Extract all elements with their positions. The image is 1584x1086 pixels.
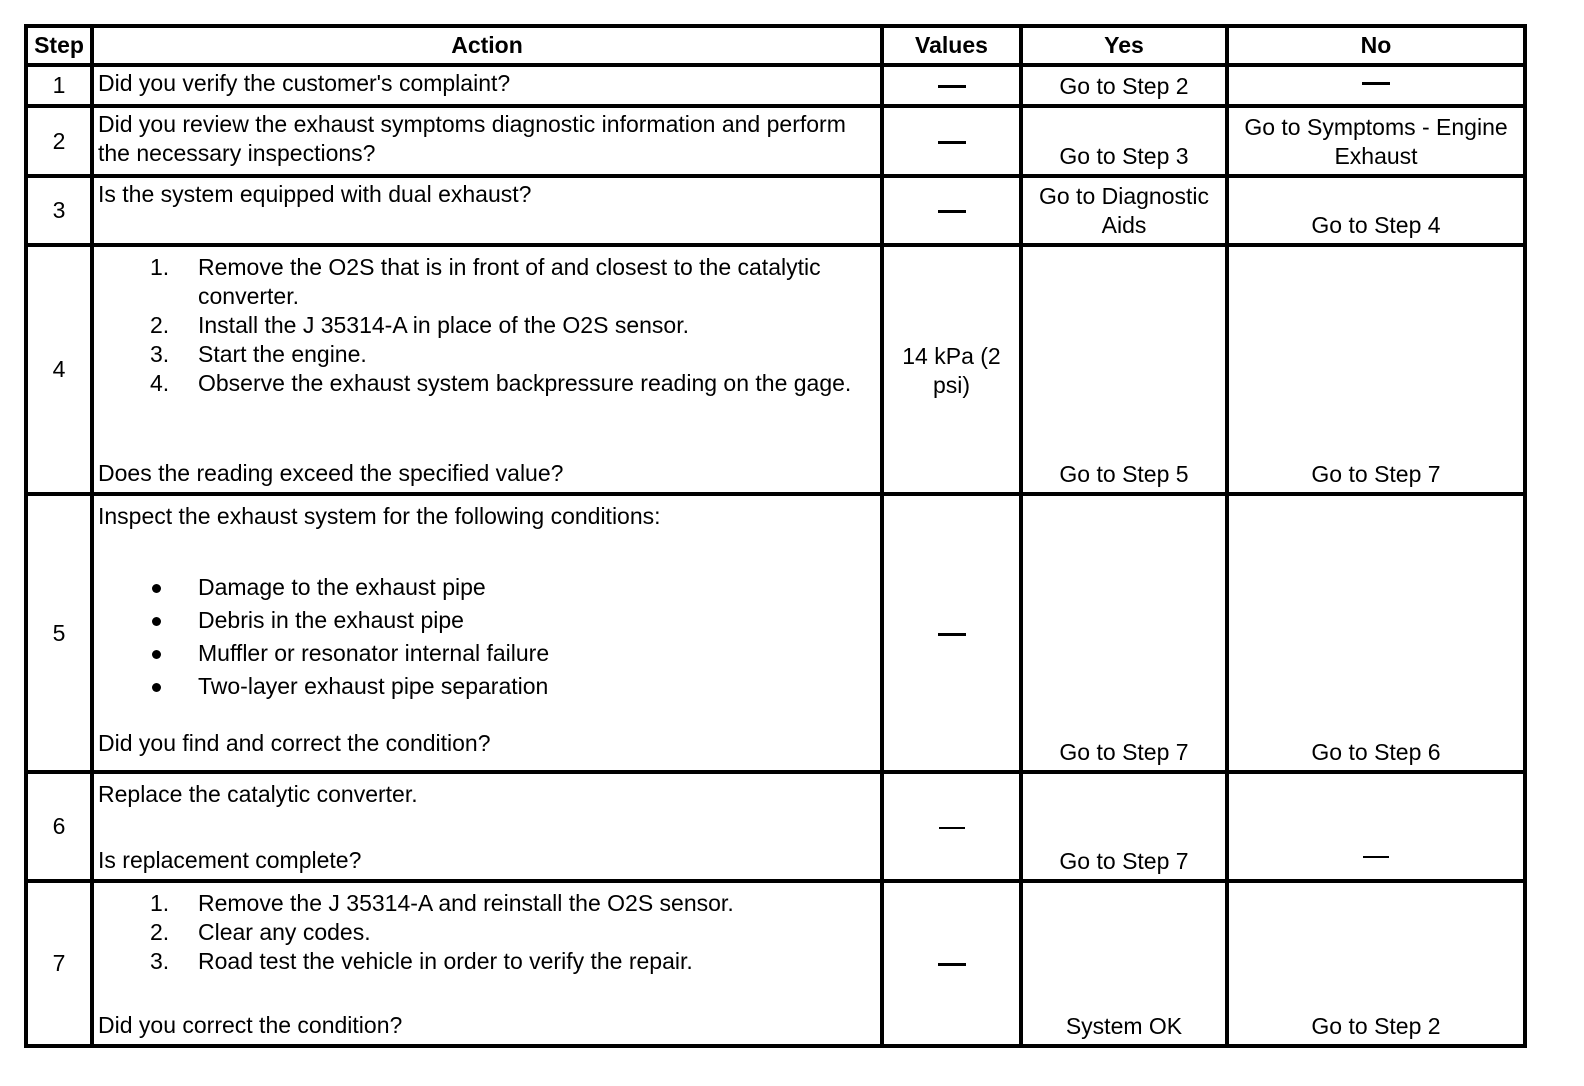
- question-text: Is replacement complete?: [98, 847, 362, 873]
- no-cell: [1227, 772, 1525, 881]
- values-cell: [882, 176, 1021, 245]
- step-number: 1: [26, 65, 92, 106]
- list-item: [98, 571, 876, 604]
- yes-cell: Go to Step 7: [1021, 494, 1227, 772]
- list-number: 1.: [150, 890, 170, 916]
- list-item-text: Debris in the exhaust pipe: [198, 607, 464, 633]
- table-row-step-2: [26, 106, 1525, 176]
- no-cell: Go to Step 7: [1227, 245, 1525, 494]
- question-text: Did you find and correct the condition?: [98, 730, 491, 756]
- step-number: 6: [26, 772, 92, 881]
- bullet-icon: [152, 584, 161, 593]
- action-text: Did you review the exhaust symptoms diagnostic information and perform the necessary inspections?: [92, 106, 882, 176]
- no-cell: [1227, 65, 1525, 106]
- bullet-list: [98, 571, 876, 703]
- values-cell: [882, 881, 1021, 1046]
- list-number: 1.: [150, 254, 170, 280]
- action-text: [92, 881, 882, 1046]
- em-dash: [938, 963, 966, 966]
- table-row-step-1: [26, 65, 1525, 106]
- list-item: [98, 637, 876, 670]
- em-dash: [938, 633, 966, 636]
- list-item: [98, 340, 876, 369]
- list-item-text: Muffler or resonator internal failure: [198, 640, 550, 666]
- values-cell: [882, 106, 1021, 176]
- yes-cell: Go to Step 2: [1021, 65, 1227, 106]
- list-item-text: Two-layer exhaust pipe separation: [198, 673, 549, 699]
- yes-cell: Go to Step 5: [1021, 245, 1227, 494]
- numbered-list: [98, 889, 876, 976]
- header-values: Values: [882, 26, 1021, 65]
- bullet-icon: [152, 683, 161, 692]
- list-item-text: Install the J 35314-A in place of the O2S sensor.: [198, 312, 689, 338]
- intro-text: Inspect the exhaust system for the following conditions:: [98, 503, 661, 529]
- em-dash: [938, 141, 966, 144]
- question-text: Does the reading exceed the specified value?: [98, 460, 564, 486]
- table-row-step-4: [26, 245, 1525, 494]
- list-item-text: Observe the exhaust system backpressure reading on the gage.: [198, 370, 852, 396]
- list-item: [98, 604, 876, 637]
- yes-cell: System OK: [1021, 881, 1227, 1046]
- no-cell: Go to Symptoms - Engine Exhaust: [1227, 106, 1525, 176]
- diagnostic-table: [24, 24, 1527, 1048]
- action-text: [92, 494, 882, 772]
- step-number: 7: [26, 881, 92, 1046]
- action-text: [92, 772, 882, 881]
- header-action: Action: [92, 26, 882, 65]
- intro-text: Replace the catalytic converter.: [98, 781, 418, 807]
- no-cell: Go to Step 4: [1227, 176, 1525, 245]
- numbered-list: [98, 253, 876, 398]
- list-item-text: Damage to the exhaust pipe: [198, 574, 486, 600]
- step-number: 3: [26, 176, 92, 245]
- em-dash: [938, 85, 966, 88]
- list-item-text: Remove the J 35314-A and reinstall the O2S sensor.: [198, 890, 734, 916]
- values-cell: [882, 772, 1021, 881]
- list-item-text: Start the engine.: [198, 341, 367, 367]
- list-item: [98, 253, 876, 311]
- em-dash: [939, 827, 965, 829]
- list-item: [98, 311, 876, 340]
- table-row-step-3: [26, 176, 1525, 245]
- list-number: 4.: [150, 370, 170, 396]
- em-dash: [1362, 82, 1390, 85]
- table-row-step-6: [26, 772, 1525, 881]
- list-item: [98, 918, 876, 947]
- list-item-text: Remove the O2S that is in front of and closest to the catalytic converter.: [198, 254, 821, 309]
- list-item: [98, 670, 876, 703]
- list-number: 3.: [150, 948, 170, 974]
- header-yes: Yes: [1021, 26, 1227, 65]
- yes-cell: Go to Step 3: [1021, 106, 1227, 176]
- list-item-text: Road test the vehicle in order to verify the repair.: [198, 948, 693, 974]
- list-number: 2.: [150, 919, 170, 945]
- yes-cell: Go to Diagnostic Aids: [1021, 176, 1227, 245]
- action-text: Did you verify the customer's complaint?: [92, 65, 882, 106]
- step-number: 2: [26, 106, 92, 176]
- list-number: 2.: [150, 312, 170, 338]
- header-row: [26, 26, 1525, 65]
- no-cell: Go to Step 6: [1227, 494, 1525, 772]
- bullet-icon: [152, 650, 161, 659]
- step-number: 5: [26, 494, 92, 772]
- list-item: [98, 889, 876, 918]
- list-item: [98, 947, 876, 976]
- step-number: 4: [26, 245, 92, 494]
- action-text: [92, 245, 882, 494]
- header-step: Step: [26, 26, 92, 65]
- table-row-step-5: [26, 494, 1525, 772]
- em-dash: [1363, 856, 1389, 858]
- list-item-text: Clear any codes.: [198, 919, 371, 945]
- header-no: No: [1227, 26, 1525, 65]
- values-cell: [882, 65, 1021, 106]
- values-cell: 14 kPa (2 psi): [882, 245, 1021, 494]
- question-text: Did you correct the condition?: [98, 1012, 403, 1038]
- table-row-step-7: [26, 881, 1525, 1046]
- action-text: Is the system equipped with dual exhaust?: [92, 176, 882, 245]
- bullet-icon: [152, 617, 161, 626]
- em-dash: [938, 210, 966, 213]
- yes-cell: Go to Step 7: [1021, 772, 1227, 881]
- list-number: 3.: [150, 341, 170, 367]
- list-item: [98, 369, 876, 398]
- values-cell: [882, 494, 1021, 772]
- no-cell: Go to Step 2: [1227, 881, 1525, 1046]
